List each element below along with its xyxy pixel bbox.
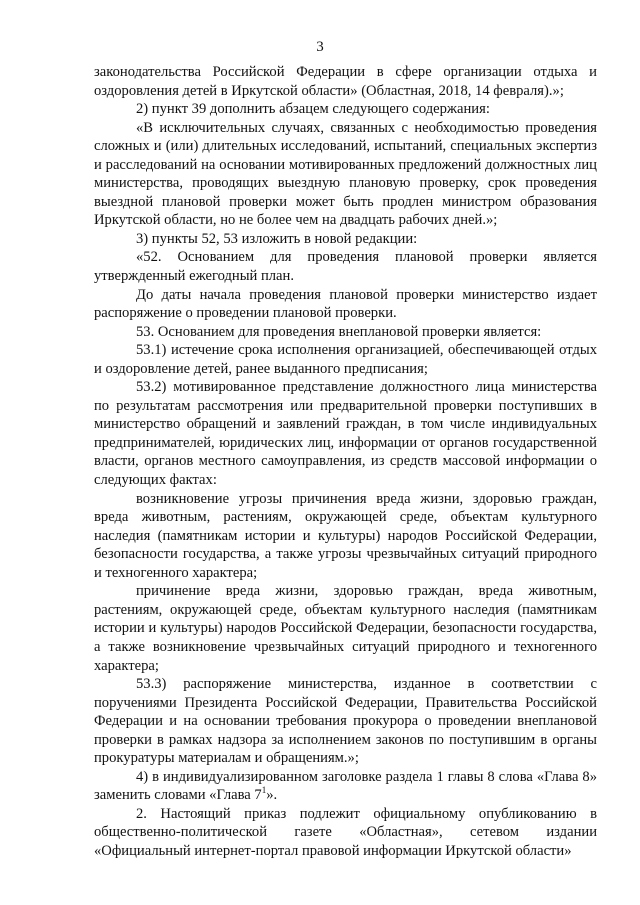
paragraph-law-reference-end: законодательства Российской Федерации в сфере организации отдыха и оздоровления детей в Иркутской области» (Областная, 2018, 14 февраля).»; [94, 64, 597, 99]
paragraph-point-53-3: 53.3) распоряжение министерства, изданное в соответствии с поручениями Президента Российской Федерации, Правительства Российской Федерации и на основании требования прокурора о проведении внеплановой проверки в рамках надзора за исполнением законов по поступившим в органы прокуратуры материалам и обращениям.»; [94, 676, 597, 767]
item-4-text: 4) в индивидуализированном заголовке раздела 1 главы 8 слова «Глава 8» заменить словами «Глава 7 [94, 768, 597, 804]
paragraph-point-52: «52. Основанием для проведения плановой проверки является утвержденный ежегодный план. [94, 249, 597, 285]
document-body [94, 63, 597, 861]
paragraph-point-52-order: До даты начала проведения плановой проверки министерство издает распоряжение о проведении плановой проверки. [94, 286, 597, 322]
paragraph-publication: 2. Настоящий приказ подлежит официальному опубликованию в общественно-политической газете «Областная», сетевом издании «Официальный интернет-портал правовой информации Иркутской области» [94, 805, 597, 859]
paragraph-point-53-1: 53.1) истечение срока исполнения организацией, обеспечивающей отдых и оздоровление детей, ранее выданного предписания; [94, 342, 597, 377]
paragraph-item-2: 2) пункт 39 дополнить абзацем следующего содержания: [136, 101, 490, 118]
paragraph-point-53: 53. Основанием для проведения внеплановой проверки является: [136, 323, 542, 340]
paragraph-threat-facts: возникновение угрозы причинения вреда жизни, здоровью граждан, вреда животным, растениям, окружающей среде, объектам культурного наследия (памятникам истории и культуры) народов Российской Федерации, безопасности государства, а также угрозы чрезвычайных ситуаций природного и техногенного характера; [94, 490, 597, 581]
paragraph-item-4 [94, 768, 597, 805]
paragraph-point-53-2: 53.2) мотивированное представление должностного лица министерства по результатам рассмотрения или предварительной проверки поступивших в министерство обращений и заявлений граждан, в том числе индивидуальных предпринимателей, юридических лиц, информации от органов государственной власти, органов местного самоуправления, из средств массовой информации о следующих фактах: [94, 379, 597, 489]
paragraph-item-3: 3) пункты 52, 53 изложить в новой редакции: [136, 230, 418, 247]
page-number: 3 [316, 39, 324, 55]
paragraph-item-2-quote: «В исключительных случаях, связанных с необходимостью проведения сложных и (или) длительных исследований, испытаний, специальных экспертиз и расследований на основании мотивированных предложений должностных лиц министерства, проводящих выездную плановую проверку, срок проведения выездной плановой проверки может быть продлен министром образования Иркутской области, но не более чем на двадцать рабочих дней.»; [94, 119, 597, 229]
item-4-text-end: ». [266, 787, 278, 804]
paragraph-harm-facts: причинение вреда жизни, здоровью граждан, вреда животным, растениям, окружающей среде, объектам культурного наследия (памятникам истории и культуры) народов Российской Федерации, безопасности государства, а также возникновение чрезвычайных ситуаций природного и техногенного характера; [94, 583, 597, 674]
superscript-one: 1 [261, 785, 267, 796]
